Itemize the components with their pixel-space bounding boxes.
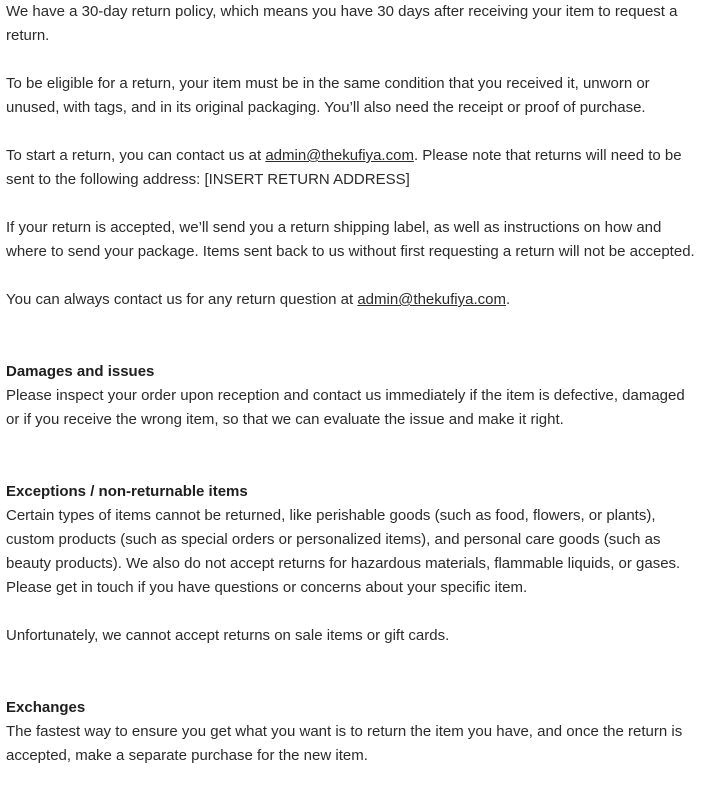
exchanges-heading: Exchanges: [6, 699, 86, 716]
contact-email-link-2[interactable]: admin@thekufiya.com: [357, 291, 506, 308]
policy-intro-paragraph: We have a 30-day return policy, which means you have 30 days after receiving your item to request a return.: [6, 3, 678, 44]
contact-text-after: .: [505, 291, 511, 308]
exceptions-heading: Exceptions / non-returnable items: [6, 483, 248, 500]
start-return-text-after: . Please note that returns will need to be sent to the following address: [INSERT RETURN ADDRESS]: [6, 147, 682, 188]
exceptions-paragraph: Certain types of items cannot be returned, like perishable goods (such as food, flowers, or plants), custom products (such as special orders or personalized items), and personal care goods (such as beauty products). We also do not accept returns for hazardous materials, flammable liquids, or gases. Please get in touch if you have questions or concerns about your specific item.: [6, 507, 681, 596]
eligibility-paragraph: To be eligible for a return, your item must be in the same condition that you received it, unworn or unused, with tags, and in its original packaging. You’ll also need the receipt or proof of purchase.: [6, 75, 650, 116]
exchanges-paragraph: The fastest way to ensure you get what you want is to return the item you have, and once the return is accepted, make a separate purchase for the new item.: [6, 723, 683, 764]
accepted-return-paragraph: If your return is accepted, we’ll send you a return shipping label, as well as instructions on how and where to send your package. Items sent back to us without first requesting a return will not be accepted.: [6, 219, 695, 260]
start-return-paragraph: [6, 144, 701, 192]
contact-email-link[interactable]: admin@thekufiya.com: [265, 147, 414, 164]
start-return-text-before: To start a return, you can contact us at: [6, 147, 266, 164]
contact-paragraph: [6, 288, 701, 312]
contact-text-before: You can always contact us for any return question at: [6, 291, 358, 308]
sale-items-paragraph: Unfortunately, we cannot accept returns on sale items or gift cards.: [6, 627, 450, 644]
damages-heading: Damages and issues: [6, 363, 155, 380]
damages-paragraph: Please inspect your order upon reception and contact us immediately if the item is defective, damaged or if you receive the wrong item, so that we can evaluate the issue and make it right.: [6, 387, 685, 428]
